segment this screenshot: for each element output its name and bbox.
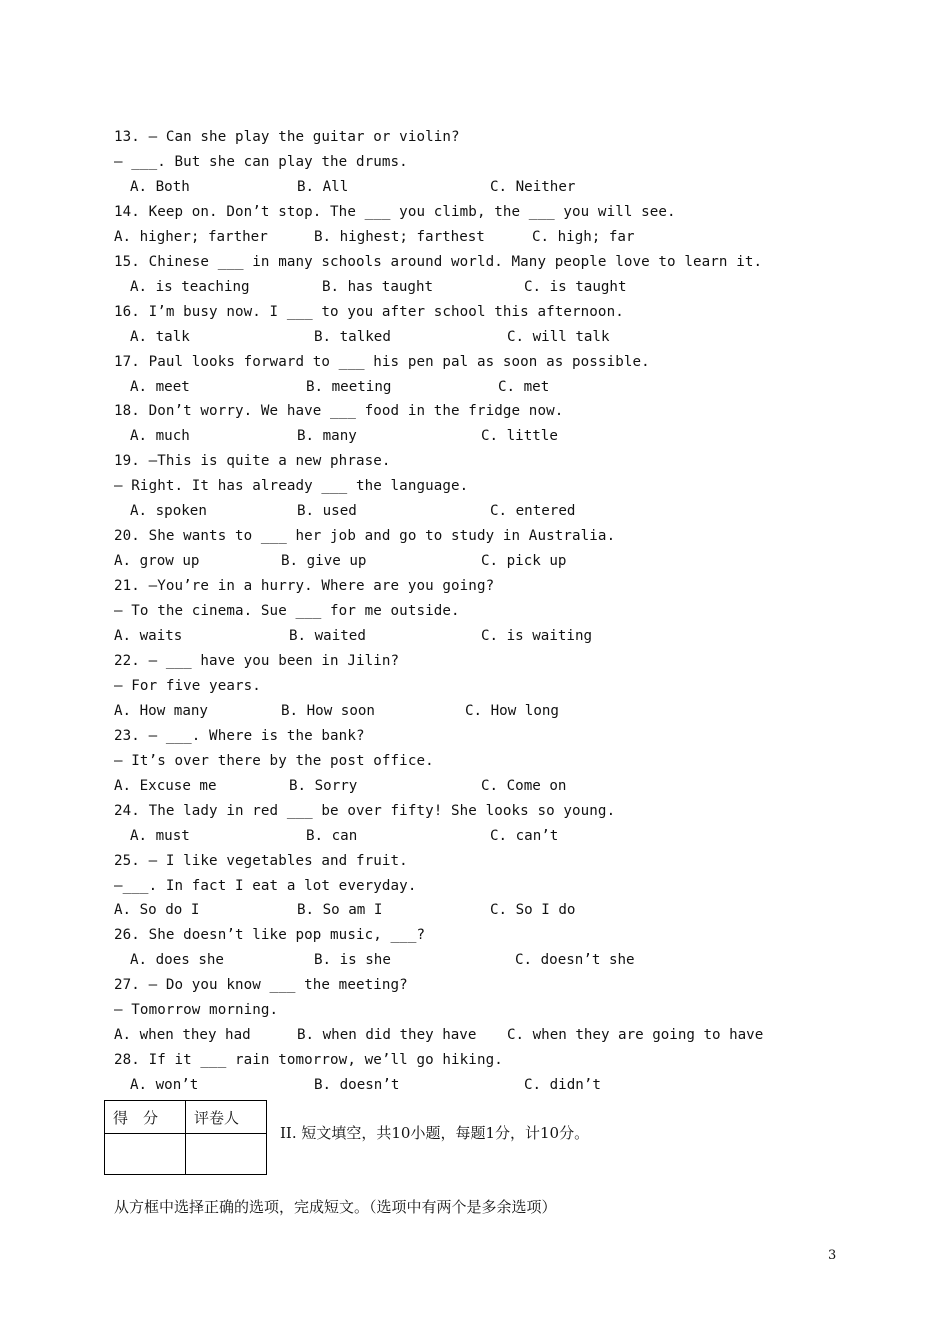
answer-option[interactable]: B. talked <box>314 328 391 345</box>
question-stem: 24. The lady in red ___ be over fifty! She looks so young. <box>114 802 616 819</box>
question-stem: 23. — ___. Where is the bank? <box>114 727 365 744</box>
answer-option[interactable]: A. So do I <box>114 902 200 919</box>
page-number: 3 <box>828 1248 837 1263</box>
answer-option[interactable]: C. doesn’t she <box>515 952 635 969</box>
score-table <box>104 1100 267 1175</box>
answer-option[interactable]: C. pick up <box>481 553 567 570</box>
answer-option[interactable]: A. Excuse me <box>114 777 217 794</box>
answer-option[interactable]: B. So am I <box>297 902 383 919</box>
answer-option[interactable]: B. All <box>297 178 349 195</box>
answer-option[interactable]: A. won’t <box>130 1077 199 1094</box>
answer-option[interactable]: B. has taught <box>322 278 434 295</box>
answer-option[interactable]: B. give up <box>281 553 367 570</box>
answer-option[interactable]: C. How long <box>465 702 559 719</box>
answer-option[interactable]: A. when they had <box>114 1027 251 1044</box>
answer-option[interactable]: C. will talk <box>507 328 610 345</box>
answer-option[interactable]: C. is waiting <box>481 628 593 644</box>
answer-option[interactable]: A. meet <box>130 378 190 395</box>
question-stem: 15. Chinese ___ in many schools around world. Many people love to learn it. <box>114 253 763 270</box>
answer-option[interactable]: C. Come on <box>481 777 567 794</box>
question-dialog-line: — Right. It has already ___ the language. <box>114 478 469 495</box>
answer-option[interactable]: A. waits <box>114 628 183 644</box>
question-stem: 19. —This is quite a new phrase. <box>114 453 391 470</box>
answer-option[interactable]: A. higher; farther <box>114 228 268 245</box>
answer-option[interactable]: B. used <box>297 503 357 520</box>
question-dialog-line: — It’s over there by the post office. <box>114 752 434 769</box>
answer-option[interactable]: A. grow up <box>114 553 200 570</box>
question-stem: 13. — Can she play the guitar or violin? <box>114 129 460 145</box>
answer-option[interactable]: C. little <box>481 428 558 445</box>
answer-option[interactable]: B. doesn’t <box>314 1077 400 1094</box>
question-dialog-line: — For five years. <box>114 677 261 694</box>
question-dialog-line: —___. In fact I eat a lot everyday. <box>114 877 417 894</box>
answer-option[interactable]: A. must <box>130 827 190 844</box>
answer-option[interactable]: B. How soon <box>281 702 375 719</box>
answer-option[interactable]: B. highest; farthest <box>314 228 485 245</box>
answer-option[interactable]: A. How many <box>114 702 208 719</box>
answer-option[interactable]: C. when they are going to have <box>507 1027 764 1044</box>
section-heading: II. 短文填空，共10小题，每题1分，计10分。 <box>280 1124 590 1142</box>
score-header: 得 分 <box>105 1101 186 1134</box>
question-dialog-line: — Tomorrow morning. <box>114 1002 279 1019</box>
answer-option[interactable]: A. talk <box>130 328 190 345</box>
section-instruction: 从方框中选择正确的选项，完成短文。（选项中有两个是多余选项） <box>114 1198 557 1216</box>
question-stem: 27. — Do you know ___ the meeting? <box>114 977 408 994</box>
answer-option[interactable]: C. can’t <box>490 827 559 844</box>
grader-header: 评卷人 <box>186 1101 267 1134</box>
question-stem: 17. Paul looks forward to ___ his pen pal as soon as possible. <box>114 353 650 370</box>
question-stem: 25. — I like vegetables and fruit. <box>114 852 408 869</box>
answer-option[interactable]: C. So I do <box>490 902 576 919</box>
answer-option[interactable]: A. spoken <box>130 503 207 520</box>
question-stem: 26. She doesn’t like pop music, ___? <box>114 927 426 944</box>
question-stem: 16. I’m busy now. I ___ to you after school this afternoon. <box>114 303 624 320</box>
answer-option[interactable]: C. Neither <box>490 178 576 195</box>
answer-option[interactable]: C. entered <box>490 503 576 520</box>
question-stem: 18. Don’t worry. We have ___ food in the fridge now. <box>114 403 564 420</box>
question-stem: 14. Keep on. Don’t stop. The ___ you climb, the ___ you will see. <box>114 203 676 220</box>
answer-option[interactable]: C. high; far <box>532 228 635 245</box>
question-dialog-line: — To the cinema. Sue ___ for me outside. <box>114 603 460 620</box>
answer-option[interactable]: A. much <box>130 428 190 445</box>
answer-option[interactable]: C. met <box>498 378 550 395</box>
question-stem: 21. —You’re in a hurry. Where are you going? <box>114 578 495 595</box>
answer-option[interactable]: C. didn’t <box>524 1077 601 1094</box>
answer-option[interactable]: A. does she <box>130 952 224 969</box>
answer-option[interactable]: A. Both <box>130 178 190 195</box>
answer-option[interactable]: B. meeting <box>306 378 392 395</box>
score-cell[interactable] <box>105 1134 186 1175</box>
answer-option[interactable]: B. Sorry <box>289 777 358 794</box>
answer-option[interactable]: B. is she <box>314 952 391 969</box>
answer-option[interactable]: B. can <box>306 827 358 844</box>
answer-option[interactable]: B. many <box>297 428 357 445</box>
question-stem: 28. If it ___ rain tomorrow, we’ll go hiking. <box>114 1052 503 1069</box>
answer-option[interactable]: B. waited <box>289 628 366 644</box>
answer-option[interactable]: C. is taught <box>524 278 627 295</box>
answer-option[interactable]: A. is teaching <box>130 278 250 295</box>
question-dialog-line: — ___. But she can play the drums. <box>114 153 408 170</box>
question-stem: 22. — ___ have you been in Jilin? <box>114 652 400 669</box>
answer-option[interactable]: B. when did they have <box>297 1027 477 1044</box>
grader-cell[interactable] <box>186 1134 267 1175</box>
question-stem: 20. She wants to ___ her job and go to study in Australia. <box>114 528 616 545</box>
